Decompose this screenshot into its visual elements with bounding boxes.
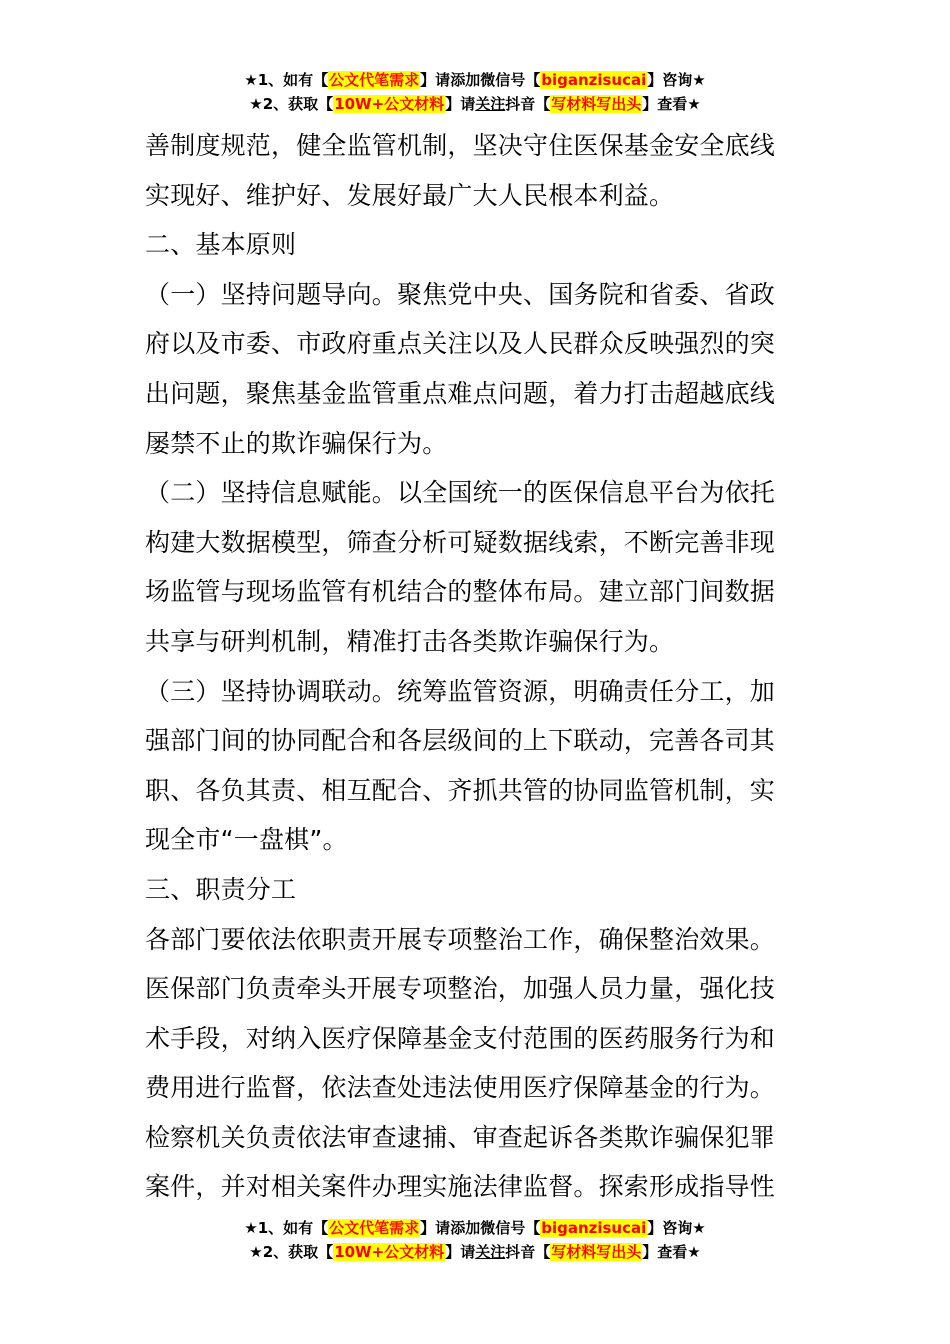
banner-text: 】查看★ [642,1243,701,1261]
banner-text: 】查看★ [642,95,701,113]
banner-emphasis: 添加 [450,71,481,89]
banner-text: 抖音【 [505,1243,551,1261]
body-line: 出问题，聚焦基金监管重点难点问题，着力打击超越底线 [145,378,776,408]
body-line: 职、各负其责、相互配合、齐抓共管的协同监管机制，实 [145,775,776,805]
banner-text: ★2、获取【 [249,95,334,113]
document-body [145,121,810,1212]
banner-text: 】请 [420,71,451,89]
body-line: 医保部门负责牵头开展专项整治，加强人员力量，强化技 [145,974,776,1004]
body-line: 案件，并对相关案件办理实施法律监督。探索形成指导性 [145,1172,776,1202]
banner-line-1 [0,1216,950,1240]
banner-emphasis: 添加 [450,1219,481,1237]
banner-text: ★2、获取【 [249,1243,334,1261]
banner-text: 微信号【 [480,1219,541,1237]
section-heading: 三、职责分工 [145,874,297,904]
banner-line-1 [0,68,950,92]
body-line: 构建大数据模型，筛查分析可疑数据线索，不断完善非现 [145,527,776,557]
body-line: 术手段，对纳入医疗保障基金支付范围的医药服务行为和 [145,1023,776,1053]
banner-line-2 [0,92,950,116]
body-line: 现全市“一盘棋”。 [145,825,348,855]
highlight-materials: 10W+公文材料 [334,1243,445,1261]
banner-emphasis: 关注 [475,95,506,113]
banner-line-2 [0,1240,950,1264]
highlight-service: 公文代笔需求 [329,1219,420,1237]
highlight-materials: 10W+公文材料 [334,95,445,113]
body-line: （一）坚持问题导向。聚焦党中央、国务院和省委、省政 [145,279,776,309]
body-line: （三）坚持协调联动。统筹监管资源，明确责任分工，加 [145,676,776,706]
body-line: 府以及市委、市政府重点关注以及人民群众反映强烈的突 [145,329,776,359]
banner-text: 】咨询★ [647,71,706,89]
top-banner [0,68,950,116]
body-line: 善制度规范，健全监管机制，坚决守住医保基金安全底线 [145,131,776,160]
body-line: 各部门要依法依职责开展专项整治工作，确保整治效果。 [145,924,776,954]
body-line: 实现好、维护好、发展好最广大人民根本利益。 [145,180,675,210]
highlight-douyin-account: 写材料写出头 [551,95,642,113]
banner-text: 】请 [420,1219,451,1237]
banner-text: 微信号【 [480,71,541,89]
banner-text: ★1、如有【 [244,71,329,89]
body-line: 费用进行监督，依法查处违法使用医疗保障基金的行为。 [145,1073,776,1103]
highlight-douyin-account: 写材料写出头 [551,1243,642,1261]
body-line: 强部门间的协同配合和各层级间的上下联动，完善各司其 [145,726,776,756]
highlight-wechat-id: biganzisucai [541,71,647,89]
body-line: 检察机关负责依法审查逮捕、审查起诉各类欺诈骗保犯罪 [145,1122,776,1152]
banner-emphasis: 关注 [475,1243,506,1261]
banner-text: ★1、如有【 [244,1219,329,1237]
banner-text: 】请 [445,1243,476,1261]
body-line: 屡禁不止的欺诈骗保行为。 [145,428,448,458]
body-line: （二）坚持信息赋能。以全国统一的医保信息平台为依托 [145,478,776,508]
banner-text: 】请 [445,95,476,113]
highlight-wechat-id: biganzisucai [541,1219,647,1237]
body-line: 共享与研判机制，精准打击各类欺诈骗保行为。 [145,626,675,656]
section-heading: 二、基本原则 [145,230,297,260]
banner-text: 】咨询★ [647,1219,706,1237]
body-line: 场监管与现场监管有机结合的整体布局。建立部门间数据 [145,577,776,607]
banner-text: 抖音【 [505,95,551,113]
bottom-banner [0,1216,950,1264]
highlight-service: 公文代笔需求 [329,71,420,89]
